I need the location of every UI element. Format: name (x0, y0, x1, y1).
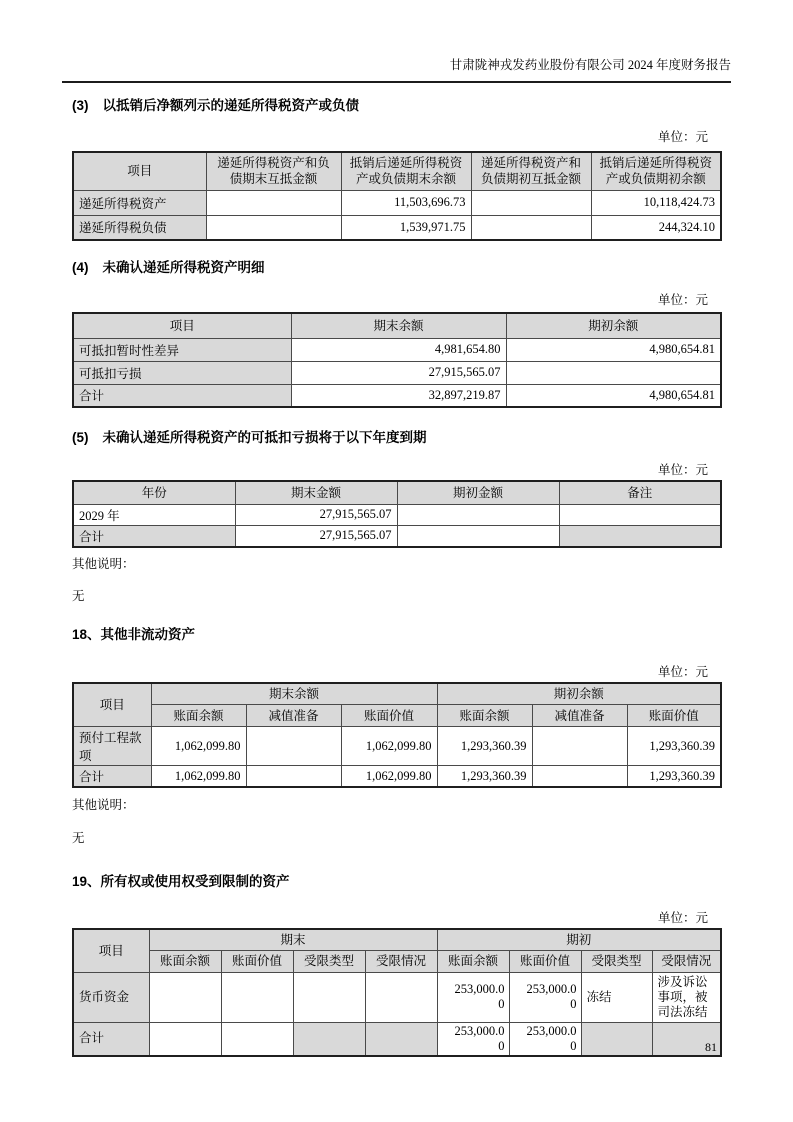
table-cell (149, 972, 221, 1022)
table-row (73, 727, 721, 766)
amount-value: 253,000.00 (526, 1023, 577, 1053)
column-header: 受限情况 (652, 950, 721, 972)
table-group-header-row (73, 683, 721, 705)
group-header-period-begin: 期初 (437, 929, 721, 950)
table-cell (559, 504, 721, 525)
column-header: 递延所得税资产和负债期初互抵金额 (471, 152, 591, 190)
table-row (73, 972, 721, 1022)
table-cell: 1,062,099.80 (151, 766, 246, 788)
page-number: 81 (705, 1040, 717, 1054)
amount-value: 253,000.00 (526, 982, 577, 1011)
section-4-title (72, 260, 722, 276)
table-cell: 1,539,971.75 (341, 215, 471, 240)
unit-label: 单位：元 (657, 911, 708, 925)
group-header-period-end: 期末 (149, 929, 437, 950)
column-header: 受限情况 (365, 950, 437, 972)
table-cell (365, 972, 437, 1022)
column-header: 账面价值 (221, 950, 293, 972)
table-cell (532, 766, 627, 788)
table-cell: 32,897,219.87 (291, 384, 506, 407)
column-header: 期初余额 (506, 313, 721, 338)
row-label: 合计 (73, 525, 235, 547)
table-cell: 1,062,099.80 (151, 727, 246, 766)
table-cell (471, 215, 591, 240)
row-label: 2029 年 (73, 504, 235, 525)
table-cell: 10,118,424.73 (591, 190, 721, 215)
table-cell (206, 215, 341, 240)
table-cell: 11,503,696.73 (341, 190, 471, 215)
table-cell (581, 1022, 652, 1056)
column-header: 抵销后递延所得税资产或负债期末余额 (341, 152, 471, 190)
table-cell (532, 727, 627, 766)
table-cell (246, 766, 341, 788)
table-cell (509, 972, 581, 1022)
row-label: 递延所得税资产 (73, 190, 206, 215)
table-row (73, 190, 721, 215)
table-group-header-row (73, 929, 721, 950)
column-header: 减值准备 (532, 705, 627, 727)
restriction-type-cell: 冻结 (581, 972, 652, 1022)
table-cell: 244,324.10 (591, 215, 721, 240)
other-notes-label: 其他说明： (72, 556, 135, 571)
table-row (73, 215, 721, 240)
column-header: 抵销后递延所得税资产或负债期初余额 (591, 152, 721, 190)
table-cell: 1,293,360.39 (627, 766, 721, 788)
table-cell (471, 190, 591, 215)
table-cell: 1,062,099.80 (341, 766, 437, 788)
table-row (73, 504, 721, 525)
row-label: 可抵扣亏损 (73, 361, 291, 384)
table-subheader-row (73, 705, 721, 727)
column-header: 期末余额 (291, 313, 506, 338)
column-header: 项目 (73, 313, 291, 338)
table-row (73, 766, 721, 788)
column-header: 期初金额 (397, 481, 559, 504)
deductible-loss-expiry-table (72, 480, 722, 548)
table-header-row (73, 313, 721, 338)
table-cell: 4,981,654.80 (291, 338, 506, 361)
other-notes-label: 其他说明： (72, 798, 135, 812)
table-cell: 4,980,654.81 (506, 338, 721, 361)
table-cell: 1,293,360.39 (437, 766, 532, 788)
column-header: 备注 (559, 481, 721, 504)
amount-value: 253,000.00 (454, 982, 505, 1011)
table-row (73, 384, 721, 407)
table-cell (206, 190, 341, 215)
amount-value: 253,000.00 (454, 1023, 505, 1053)
column-header: 账面余额 (437, 705, 532, 727)
unrecognized-deferred-tax-table (72, 312, 722, 408)
table-cell (365, 1022, 437, 1056)
section-3-title (72, 98, 722, 114)
table-row (73, 1022, 721, 1056)
table-cell: 1,293,360.39 (627, 727, 721, 766)
column-header: 受限类型 (581, 950, 652, 972)
group-header-period-end: 期末余额 (151, 683, 437, 705)
column-header: 项目 (73, 683, 151, 727)
section-4-text: 未确认递延所得税资产明细 (102, 260, 265, 275)
unit-label: 单位：元 (657, 130, 708, 144)
column-header: 递延所得税资产和负债期末互抵金额 (206, 152, 341, 190)
table-cell (221, 1022, 293, 1056)
row-label: 货币资金 (73, 972, 149, 1022)
column-header: 年份 (73, 481, 235, 504)
section-3-number: (3) (72, 98, 89, 113)
table-cell (509, 1022, 581, 1056)
restriction-detail-cell: 涉及诉讼事项，被司法冻结 (652, 972, 721, 1022)
table-cell (506, 361, 721, 384)
table-cell: 4,980,654.81 (506, 384, 721, 407)
row-label: 预付工程款项 (73, 727, 151, 766)
section-18-number: 18、 (72, 626, 101, 642)
unit-label: 单位：元 (657, 293, 708, 307)
column-header: 账面余额 (149, 950, 221, 972)
column-header: 账面价值 (627, 705, 721, 727)
section-19-title (72, 874, 722, 890)
column-header: 减值准备 (246, 705, 341, 727)
table-cell (437, 1022, 509, 1056)
section-18-text: 其他非流动资产 (100, 626, 196, 642)
table-cell: 27,915,565.07 (235, 525, 397, 547)
section-5-number: (5) (72, 430, 89, 445)
report-header-title: 甘肃陇神戎发药业股份有限公司 2024 年度财务报告 (449, 58, 731, 72)
table-cell (293, 972, 365, 1022)
table-cell: 27,915,565.07 (291, 361, 506, 384)
table-cell: 1,062,099.80 (341, 727, 437, 766)
page-content (72, 0, 722, 1057)
row-label: 合计 (73, 1022, 149, 1056)
unit-label: 单位：元 (657, 664, 708, 679)
column-header: 账面价值 (509, 950, 581, 972)
section-5-text: 未确认递延所得税资产的可抵扣亏损将于以下年度到期 (102, 430, 427, 445)
table-cell (149, 1022, 221, 1056)
table-cell: 27,915,565.07 (235, 504, 397, 525)
section-5-title (72, 430, 722, 446)
column-header: 账面价值 (341, 705, 437, 727)
deferred-tax-net-table (72, 151, 722, 241)
group-header-period-begin: 期初余额 (437, 683, 721, 705)
table-header-row (73, 152, 721, 190)
section-3-text: 以抵销后净额列示的递延所得税资产或负债 (102, 98, 359, 113)
table-cell (246, 727, 341, 766)
column-header: 账面余额 (437, 950, 509, 972)
table-subheader-row (73, 950, 721, 972)
table-cell (397, 504, 559, 525)
table-cell (293, 1022, 365, 1056)
table-row (73, 338, 721, 361)
other-notes-value: 无 (72, 831, 85, 845)
column-header: 受限类型 (293, 950, 365, 972)
unit-label: 单位：元 (657, 463, 708, 477)
section-19-text: 所有权或使用权受到限制的资产 (100, 874, 290, 889)
row-label: 递延所得税负债 (73, 215, 206, 240)
section-19-number: 19、 (72, 874, 101, 889)
row-label: 合计 (73, 384, 291, 407)
section-4-number: (4) (72, 260, 89, 275)
row-label: 可抵扣暂时性差异 (73, 338, 291, 361)
table-row (73, 525, 721, 547)
table-cell (559, 525, 721, 547)
table-cell (221, 972, 293, 1022)
column-header: 账面余额 (151, 705, 246, 727)
table-header-row (73, 481, 721, 504)
table-cell (437, 972, 509, 1022)
table-row (73, 361, 721, 384)
restricted-assets-table (72, 928, 722, 1057)
column-header: 期末金额 (235, 481, 397, 504)
section-18-title (72, 627, 722, 643)
table-cell (397, 525, 559, 547)
row-label: 合计 (73, 766, 151, 788)
column-header: 项目 (73, 929, 149, 972)
other-noncurrent-assets-table (72, 682, 722, 789)
other-notes-value: 无 (72, 588, 85, 603)
table-cell: 1,293,360.39 (437, 727, 532, 766)
column-header: 项目 (73, 152, 206, 190)
